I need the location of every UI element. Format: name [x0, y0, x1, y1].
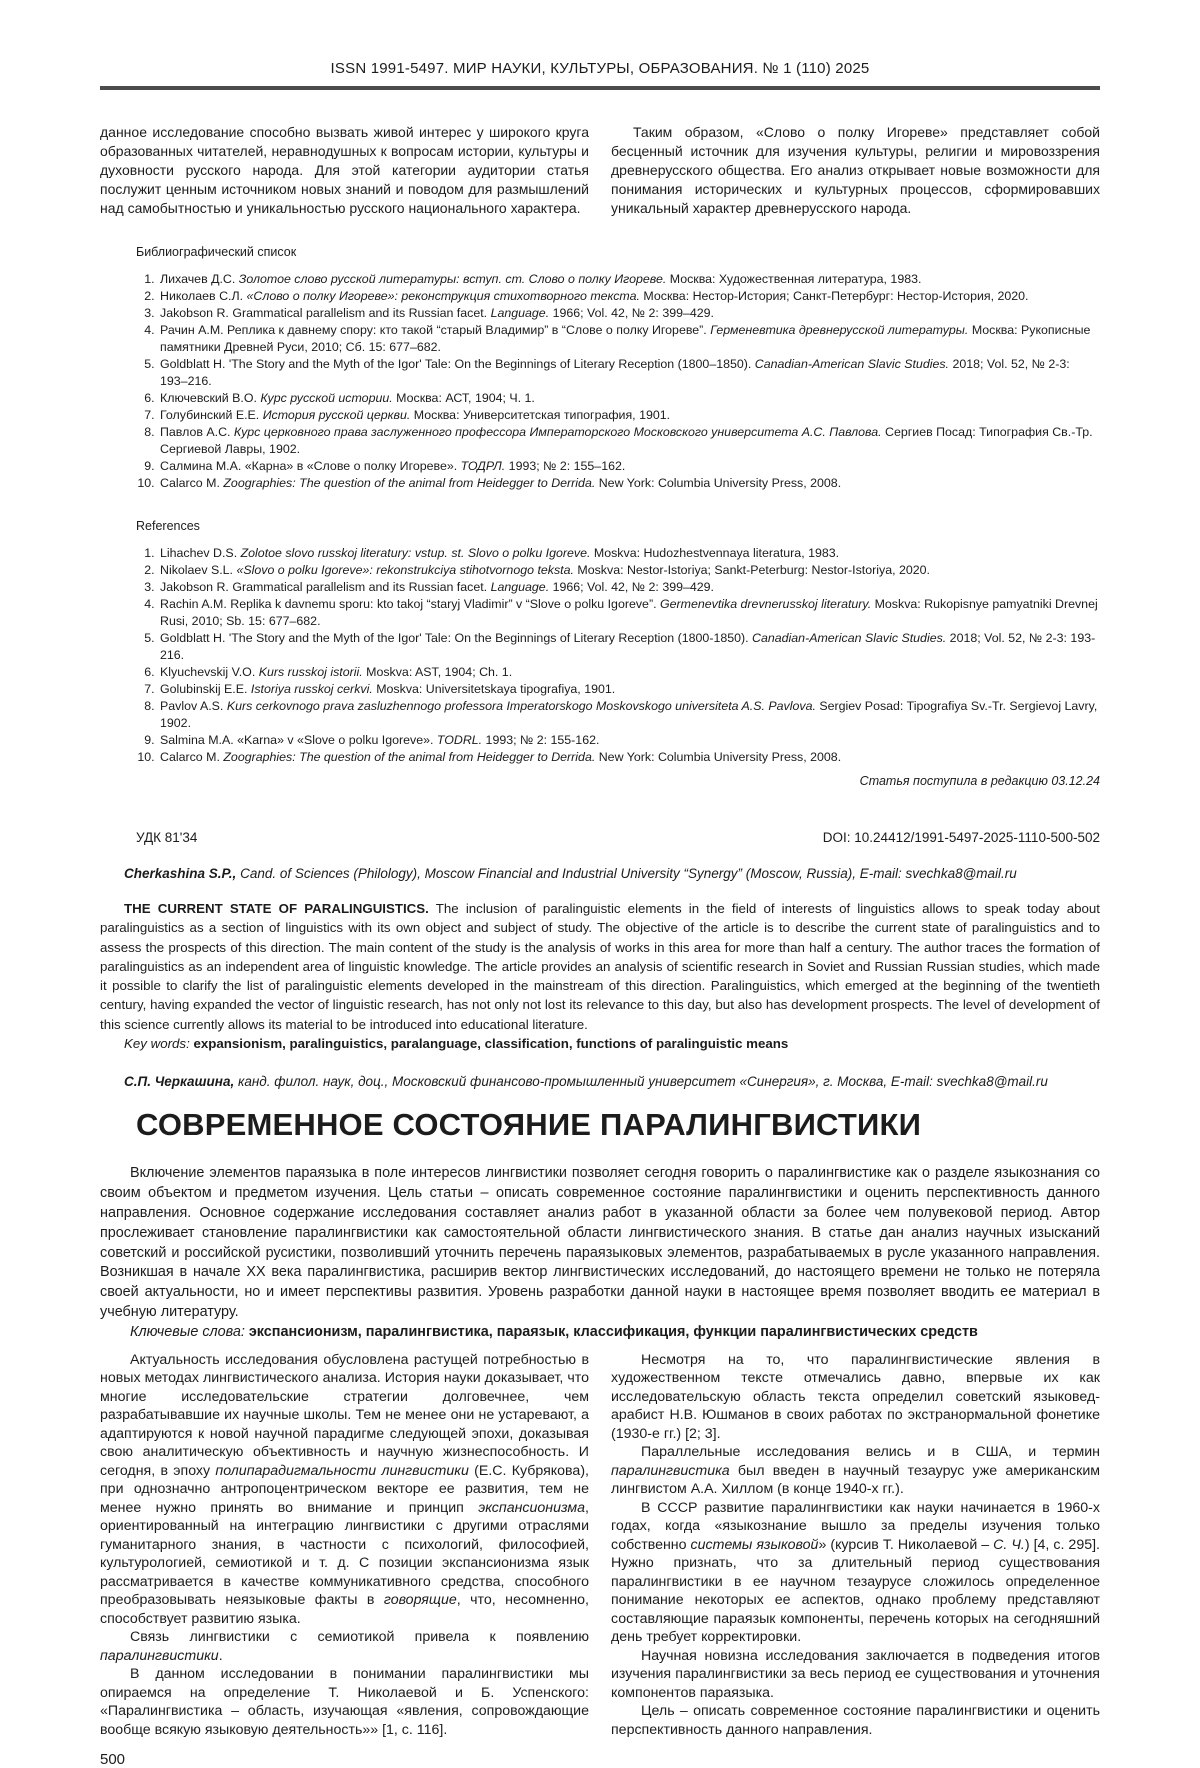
reference-item: 2. Nikolaev S.L. «Slovo o polku Igoreve»: rekonstrukciya stihotvornogo teksta. Moskva: Nestor-Istoriya; Sankt-Peterburg: Nestor-Istoriya, 2020.	[158, 562, 1100, 579]
journal-header-line: ISSN 1991-5497. МИР НАУКИ, КУЛЬТУРЫ, ОБРАЗОВАНИЯ. № 1 (110) 2025	[330, 60, 870, 77]
bibliography-item: 2. Николаев С.Л. «Слово о полку Игореве»: реконструкция стихотворного текста. Москва: Нестор-История; Санкт-Петербург: Нестор-История, 2020.	[158, 288, 1100, 305]
author-line-en: Cherkashina S.P., Cand. of Sciences (Philology), Moscow Financial and Industrial University “Synergy” (Moscow, Russia), E-mail: svechka8@mail.ru	[124, 866, 1017, 881]
article-body-columns	[100, 1351, 1100, 1740]
keywords-ru: Ключевые слова: экспансионизм, паралингвистика, параязык, классификация, функции паралингвистических средств	[130, 1323, 978, 1340]
reference-item: 10. Calarco M. Zoographies: The question of the animal from Heidegger to Derrida. New York: Columbia University Press, 2008.	[158, 749, 1100, 766]
page-number: 500	[100, 1751, 126, 1768]
article-title: СОВРЕМЕННОЕ СОСТОЯНИЕ ПАРАЛИНГВИСТИКИ	[136, 1107, 922, 1143]
references-list	[100, 545, 1100, 766]
references-heading: References	[136, 519, 200, 533]
body-left-column	[100, 1351, 589, 1740]
bibliography-heading: Библиографический список	[136, 245, 297, 259]
bibliography-item: 9. Салмина М.А. «Карна» в «Слове о полку Игореве». ТОДРЛ. 1993; № 2: 155–162.	[158, 458, 1100, 475]
reference-item: 7. Golubinskij E.E. Istoriya russkoj cerkvi. Moskva: Universitetskaya tipografiya, 1901.	[158, 681, 1100, 698]
keywords-en: Key words: expansionism, paralinguistics, paralanguage, classification, functions of paralinguistic means	[124, 1036, 789, 1052]
udk-code: УДК 81'34	[136, 830, 198, 845]
meta-row	[100, 830, 1100, 845]
reference-item: 9. Salmina M.A. «Karna» v «Slove o polku Igoreve». TODRL. 1993; № 2: 155-162.	[158, 732, 1100, 749]
abstract-en: THE CURRENT STATE OF PARALINGUISTICS. The inclusion of paralinguistic elements in the field of interests of linguistics allows to speak today about paralinguistics as a section of linguistics with its own object and subject of study. The objective of the article is to describe the current state of paralinguistics and to assess the prospects of this direction. The main content of the study is the analysis of works in this area for more than half a century. The author traces the formation of paralinguistics as an independent area of linguistic knowledge. The article provides an analysis of scientific research in Soviet and Russian Russian studies, which made it possible to clarify the list of paralinguistic elements developed in the mainstream of this direction. Paralinguistics, which emerged at the beginning of the twentieth century, having expanded the vector of linguistic research, has not only not lost its relevance to this day, but also has development prospects. The level of development of this science currently allows its material to be introduced into educational literature.	[100, 901, 1100, 1032]
bibliography-item: 1. Лихачев Д.С. Золотое слово русской литературы: вступ. ст. Слово о полку Игореве. Москва: Художественная литература, 1983.	[158, 271, 1100, 288]
received-note: Статья поступила в редакцию 03.12.24	[859, 774, 1100, 788]
body-paragraph: Цель – описать современное состояние паралингвистики и оценить перспективность данного направления.	[611, 1703, 1100, 1738]
bibliography-item: 8. Павлов А.С. Курс церковного права заслуженного профессора Императорского Московского университета А.С. Павлова. Сергиев Посад: Типография Св.-Тр. Сергиевой Лавры, 1902.	[158, 424, 1100, 458]
body-paragraph: Связь лингвистики с семиотикой привела к появлению паралингвистики.	[100, 1629, 589, 1664]
bibliography-item: 6. Ключевский В.О. Курс русской истории. Москва: АСТ, 1904; Ч. 1.	[158, 390, 1100, 407]
reference-item: 8. Pavlov A.S. Kurs cerkovnogo prava zasluzhennogo professora Imperatorskogo Moskovskogo universiteta A.S. Pavlova. Sergiev Posad: Tipografiya Sv.-Tr. Sergievoj Lavry, 1902.	[158, 698, 1100, 732]
reference-item: 5. Goldblatt H. 'The Story and the Myth of the Igor' Tale: On the Beginnings of Literary Reception (1800-1850). Canadian-American Slavic Studies. 2018; Vol. 52, № 2-3: 193-216.	[158, 630, 1100, 664]
doi-code: DOI: 10.24412/1991-5497-2025-1110-500-502	[822, 830, 1100, 845]
tail-right-paragraph: Таким образом, «Слово о полку Игореве» представляет собой бесценный источник для изучения культуры, религии и мировоззрения древнерусского общества. Его анализ открывает новые возможности для понимания исторических и культурных процессов, сформировавших уникальный характер древнерусского народа.	[611, 124, 1100, 216]
bibliography-item: 10. Calarco M. Zoographies: The question of the animal from Heidegger to Derrida. New York: Columbia University Press, 2008.	[158, 475, 1100, 492]
reference-item: 6. Klyuchevskij V.O. Kurs russkoj istorii. Moskva: AST, 1904; Ch. 1.	[158, 664, 1100, 681]
author-line-ru: С.П. Черкашина, канд. филол. наук, доц., Московский финансово-промышленный университет «Синергия», г. Москва, E-mail: svechka8@mail.ru	[124, 1074, 1048, 1090]
bibliography-item: 4. Рачин А.М. Реплика к давнему спору: кто такой “старый Владимир” в “Слове о полку Игореве”. Герменевтика древнерусской литературы. Москва: Рукописные памятники Древней Руси, 2010; Сб. 15: 677–682.	[158, 322, 1100, 356]
previous-article-tail	[100, 123, 1100, 218]
body-paragraph: Параллельные исследования велись и в США, и термин паралингвистика был введен в научный тезаурус уже американским лингвистом А.А. Хиллом (в конце 1940-х гг.).	[611, 1444, 1100, 1498]
reference-item: 4. Rachin A.M. Replika k davnemu sporu: kto takoj “staryj Vladimir” v “Slove o polku Igoreve”. Germenevtika drevnerusskoj literatury. Moskva: Rukopisnye pamyatniki Drevnej Rusi, 2010; Sb. 15: 677–682.	[158, 596, 1100, 630]
bibliography-item: 5. Goldblatt H. 'The Story and the Myth of the Igor' Tale: On the Beginnings of Literary Reception (1800–1850). Canadian-American Slavic Studies. 2018; Vol. 52, № 2-3: 193–216.	[158, 356, 1100, 390]
reference-item: 3. Jakobson R. Grammatical parallelism and its Russian facet. Language. 1966; Vol. 42, № 2: 399–429.	[158, 579, 1100, 596]
reference-item: 1. Lihachev D.S. Zolotoe slovo russkoj literatury: vstup. st. Slovo o polku Igoreve. Moskva: Hudozhestvennaya literatura, 1983.	[158, 545, 1100, 562]
bibliography-list	[100, 271, 1100, 492]
body-right-column	[611, 1351, 1100, 1740]
abstract-ru: Включение элементов параязыка в поле интересов лингвистики позволяет сегодня говорить о паралингвистике как о разделе языкознания со своим объектом и предметом изучения. Цель статьи – описать современное состояние паралингвистики и оценить перспективность данного направления. Основное содержание исследования составляет анализ работ в указанной области за более чем полувековой период. Автор прослеживает становление паралингвистики как самостоятельной области лингвистического знания. В статье дан анализ научных изысканий советский и российской русистики, позволивший уточнить перечень параязыковых элементов, разрабатываемых в русле указанного направления. Возникшая в начале XX века паралингвистика, расширив вектор лингвистических исследований, до настоящего времени не только не потеряла своей актуальности, но и имеет перспективы развития. Уровень разработки данной науки в настоящее время позволяет вводить ее материал в учебную литературу.	[100, 1165, 1100, 1320]
bibliography-item: 7. Голубинский Е.Е. История русской церкви. Москва: Университетская типография, 1901.	[158, 407, 1100, 424]
body-paragraph: В СССР развитие паралингвистики как науки начинается в 1960-х годах, когда «языкознание вышло за пределы изучения только собственно системы языковой» (курсив Т. Николаевой – С. Ч.) [4, с. 295]. Нужно признать, что за длительный период существования паралингвистики в ее научном тезаурусе сложилось определенное понимание некоторых ее аспектов, однако проблему представляют составляющие параязык компоненты, перечень которых на сегодняшний день требует корректировки.	[611, 1499, 1100, 1646]
tail-left-paragraph: данное исследование способно вызвать живой интерес у широкого круга образованных читателей, неравнодушных к вопросам истории, культуры и духовности русского народа. Для этой категории аудитории статья послужит ценным источником новых знаний и поводом для размышлений над самобытностью и уникальностью русского национального характера.	[100, 124, 589, 216]
body-paragraph: В данном исследовании в понимании паралингвистики мы опираемся на определение Т. Николаевой и Б. Успенского: «Паралингвистика – область, изучающая «явления, сопровождающие вообще всякую языковую деятельность»» [1, с. 116].	[100, 1666, 589, 1738]
body-paragraph: Научная новизна исследования заключается в подведения итогов изучения паралингвистики за весь период ее существования и уточнения компонентов параязыка.	[611, 1647, 1100, 1701]
body-paragraph: Несмотря на то, что паралингвистические явления в художественном тексте отмечались давно, впервые их как исследовательскую область текста определил советский языковед-арабист Н.В. Юшманов в своих работах по экстранормальной фонетике (1930-е гг.) [2; 3].	[611, 1351, 1100, 1442]
bibliography-item: 3. Jakobson R. Grammatical parallelism and its Russian facet. Language. 1966; Vol. 42, № 2: 399–429.	[158, 305, 1100, 322]
body-paragraph: Актуальность исследования обусловлена растущей потребностью в новых методах лингвистического анализа. История науки доказывает, что многие исследовательские стратегии долговечнее, чем разрабатывавшие их научные школы. Тем не менее они не устаревают, а адаптируются к новой научной парадигме следующей эпохи, доказывая свою аналитическую объективность и научную жизнеспособность. И сегодня, в эпоху полипарадигмальности лингвистики (Е.С. Кубрякова), при однозначно антропоцентрическом векторе ее развития, тем не менее нужно принять во внимание и принцип экспансионизма, ориентированный на интеграцию лингвистики с другими отраслями гуманитарного знания, в частности с психологий, философией, культурологией, семиотикой и т. д. С позиции экспансионизма язык рассматривается в качестве коммуникативного средства, способного преобразовывать неязыковые факты в говорящие, что, несомненно, способствует развитию языка.	[100, 1351, 589, 1627]
header-rule	[100, 86, 1100, 90]
